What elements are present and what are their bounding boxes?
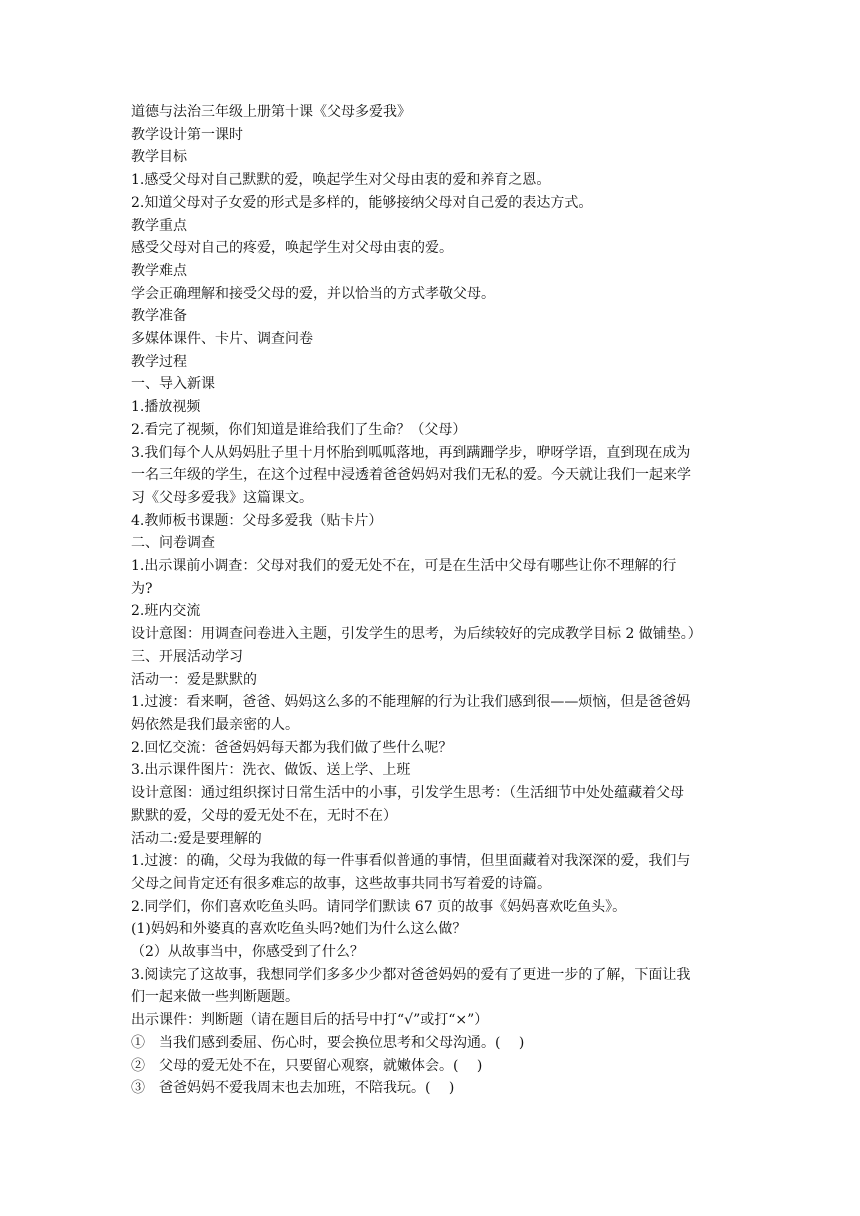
text-line: 1.感受父母对自己默默的爱，唤起学生对父母由衷的爱和养育之恩。 — [131, 172, 551, 189]
section-heading: 三、开展活动学习 — [131, 648, 243, 665]
text-line: 多媒体课件、卡片、调查问卷 — [131, 331, 313, 348]
text-line: 1.出示课前小调查：父母对我们的爱无处不在，可是在生活中父母有哪些让你不理解的行 — [131, 558, 677, 575]
list-item: ③ 爸爸妈妈不爱我周末也去加班，不陪我玩。( ) — [131, 1080, 455, 1097]
text-line: 2.回忆交流：爸爸妈妈每天都为我们做了些什么呢？ — [131, 739, 453, 756]
text-line: 设计意图：用调查问卷进入主题，引发学生的思考，为后续较好的完成教学目标 2 做铺垫。） — [131, 626, 702, 643]
document-page — [131, 101, 741, 1100]
section-heading: 教学过程 — [131, 353, 187, 370]
list-item: ② 父母的爱无处不在，只要留心观察，就嫩体会。( ) — [131, 1057, 483, 1074]
text-line: 1.过渡：看来啊，爸爸、妈妈这么多的不能理解的行为让我们感到很——烦恼，但是爸爸妈 — [131, 694, 691, 711]
text-line: 一名三年级的学生，在这个过程中浸透着爸爸妈妈对我们无私的爱。今天就让我们一起来学 — [131, 467, 691, 484]
section-heading: 教学目标 — [131, 149, 187, 166]
text-line: 出示课件：判断题（请在题目后的括号中打“√”或打“×”） — [131, 1012, 489, 1029]
section-heading: 二、问卷调查 — [131, 535, 215, 552]
text-line: 2.知道父母对子女爱的形式是多样的，能够接纳父母对自己爱的表达方式。 — [131, 194, 593, 211]
section-heading: 一、导入新课 — [131, 376, 215, 393]
text-line: 父母之间肯定还有很多难忘的故事，这些故事共同书写着爱的诗篇。 — [131, 875, 551, 892]
section-heading: 教学准备 — [131, 308, 187, 325]
text-line: 设计意图：通过组织探讨日常生活中的小事，引发学生思考：（生活细节中处处蕴藏着父母 — [131, 785, 684, 802]
text-line: 习《父母多爱我》这篇课文。 — [131, 489, 313, 506]
text-line: 1.过渡：的确，父母为我做的每一件事看似普通的事情，但里面藏着对我深深的爱，我们与 — [131, 853, 691, 870]
doc-subtitle: 教学设计第一课时 — [131, 126, 243, 143]
text-line: 妈依然是我们最亲密的人。 — [131, 716, 299, 733]
text-line: 3.我们每个人从妈妈肚子里十月怀胎到呱呱落地，再到蹒跚学步，咿呀学语，直到现在成为 — [131, 444, 691, 461]
text-line: （2）从故事当中，你感受到了什么？ — [131, 944, 364, 961]
doc-title: 道德与法治三年级上册第十课《父母多爱我》 — [131, 104, 411, 120]
text-line: 2.看完了视频，你们知道是谁给我们了生命？（父母） — [131, 421, 467, 438]
text-line: 们一起来做一些判断题题。 — [131, 989, 299, 1006]
activity-heading: 活动一：爱是默默的 — [131, 671, 257, 688]
text-line: 1.播放视频 — [131, 399, 201, 416]
section-heading: 教学难点 — [131, 262, 187, 279]
list-item: ① 当我们感到委屈、伤心时，要会换位思考和父母沟通。( ) — [131, 1034, 525, 1051]
text-line: 3.出示课件图片：洗衣、做饭、送上学、上班 — [131, 762, 411, 779]
text-line: 学会正确理解和接受父母的爱，并以恰当的方式孝敬父母。 — [131, 285, 495, 302]
activity-heading: 活动二:爱是要理解的 — [131, 830, 262, 847]
text-line: 4.教师板书课题：父母多爱我（贴卡片） — [131, 512, 383, 529]
text-line: 2.班内交流 — [131, 603, 201, 620]
text-line: (1)妈妈和外婆真的喜欢吃鱼头吗?她们为什么这么做？ — [131, 921, 467, 938]
text-line: 默默的爱，父母的爱无处不在，无时不在） — [131, 807, 397, 824]
text-line: 感受父母对自己的疼爱，唤起学生对父母由衷的爱。 — [131, 240, 453, 257]
text-line: 为? — [131, 580, 153, 597]
text-line: 3.阅读完了这故事，我想同学们多多少少都对爸爸妈妈的爱有了更进一步的了解，下面让我 — [131, 966, 691, 983]
text-line: 2.同学们，你们喜欢吃鱼头吗。请同学们默读 67 页的故事《妈妈喜欢吃鱼头》。 — [131, 898, 627, 915]
section-heading: 教学重点 — [131, 217, 187, 234]
